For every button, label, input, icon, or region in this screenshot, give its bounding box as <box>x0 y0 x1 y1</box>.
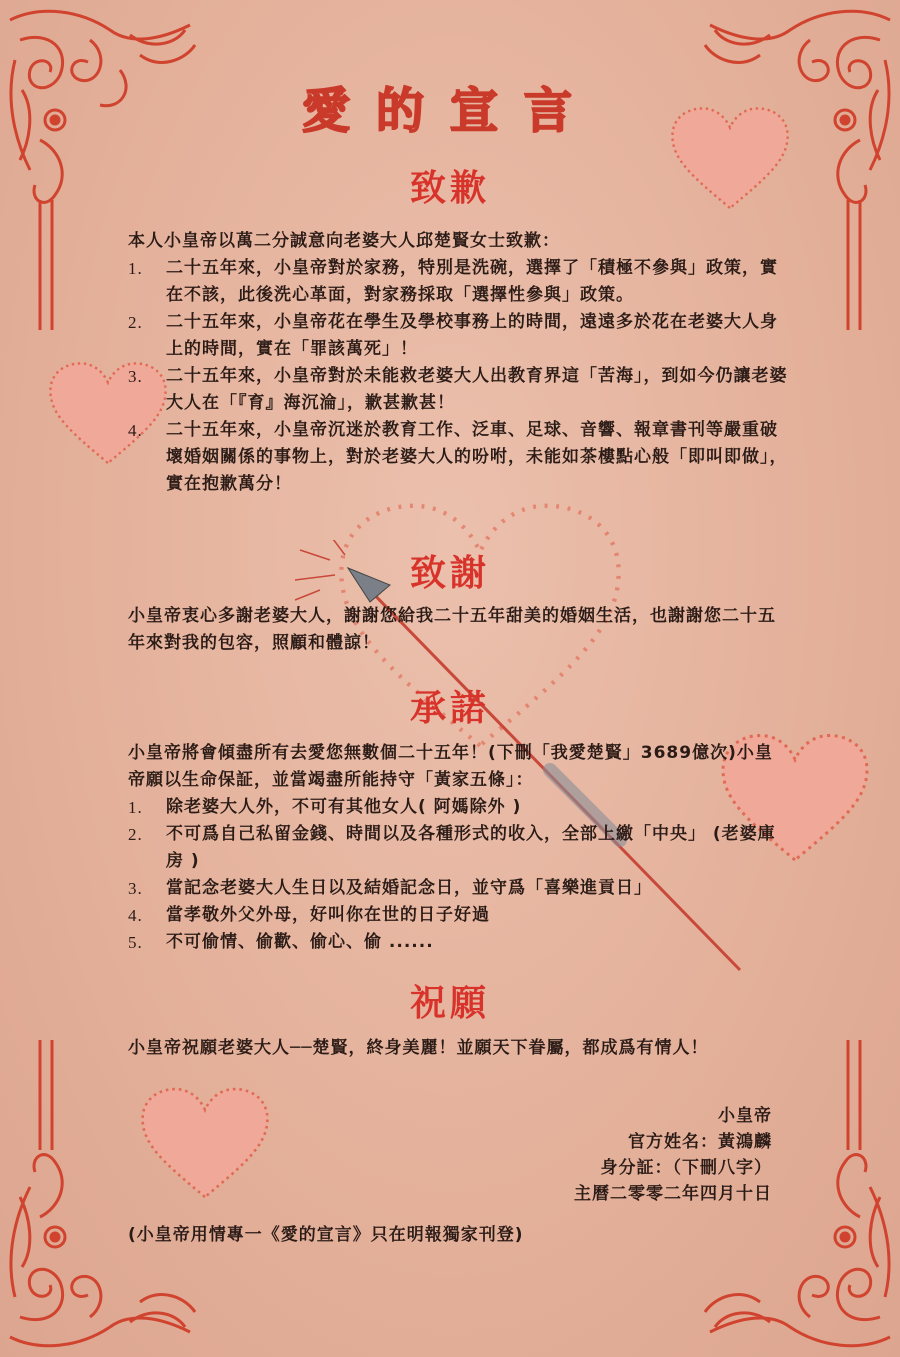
footnote: (小皇帝用情專一《愛的宣言》只在明報獨家刊登) <box>128 1225 524 1245</box>
promise-heading: 承諾 <box>409 687 490 729</box>
wish-text: 小皇帝祝願老婆大人──楚賢，終身美麗！並願天下眷屬，都成爲有情人！ <box>128 1038 709 1058</box>
list-item: 4. 當孝敬外父外母，好叫你在世的日子好過 <box>128 905 490 925</box>
thanks-text: 小皇帝衷心多謝老婆大人，謝謝您給我二十五年甜美的婚姻生活，也謝謝您二十五年來對我的包容，照顧和體諒！ <box>128 606 776 653</box>
list-item: 1. 除老婆大人外，不可有其他女人( 阿媽除外 ) <box>128 797 522 817</box>
signature-name: 小皇帝 <box>718 1106 772 1126</box>
list-item: 2. 二十五年來，小皇帝花在學生及學校事務上的時間，遠遠多於花在老婆大人身上的時間，實在「罪該萬死」！ <box>128 312 778 359</box>
list-item: 2. 不可爲自己私留金錢、時間以及各種形式的收入，全部上繳「中央」 (老婆庫房 ) <box>128 824 776 871</box>
apology-intro: 本人小皇帝以萬二分誠意向老婆大人邱楚賢女士致歉： <box>128 231 560 251</box>
side-ornament-left-bottom <box>34 1040 58 1150</box>
wish-heading: 祝願 <box>409 982 490 1024</box>
list-item: 1. 二十五年來，小皇帝對於家務，特別是洗碗，選擇了「積極不參與」政策，實在不該，此後洗心革面，對家務採取「選擇性參與」政策。 <box>128 258 778 305</box>
promise-intro: 小皇帝將會傾盡所有去愛您無數個二十五年！(下刪「我愛楚賢」3689億次)小皇帝願以生命保証，並當竭盡所能持守「黃家五條」： <box>128 743 773 790</box>
apology-heading: 致歉 <box>409 167 490 209</box>
list-item: 5. 不可偷情、偷歡、偷心、偷 ...... <box>128 932 434 952</box>
list-item: 3. 二十五年來，小皇帝對於未能救老婆大人出教育界這「苦海」，到如今仍讓老婆大人在「『育』海沉淪」，歉甚歉甚！ <box>128 366 788 413</box>
signature-id-card: 身分証：（下刪八字） <box>600 1158 772 1178</box>
page-title: 愛的宣言 <box>301 83 598 139</box>
side-ornament-right-top <box>842 200 866 330</box>
apology-list <box>128 255 788 498</box>
signature-official-name: 官方姓名：黃鴻麟 <box>628 1132 772 1152</box>
side-ornament-left-top <box>34 200 58 330</box>
thanks-heading: 致謝 <box>409 552 490 594</box>
side-ornament-right-bottom <box>842 1040 866 1150</box>
heart-icon <box>140 1085 270 1205</box>
list-item: 3. 當記念老婆大人生日以及結婚記念日，並守爲「喜樂進貢日」 <box>128 878 652 898</box>
list-item: 4. 二十五年來，小皇帝沉迷於教育工作、泛車、足球、音響、報章書刊等嚴重破壞婚姻關係的事物上，對於老婆大人的吩咐，未能如茶樓點心般「即叫即做」，實在抱歉萬分！ <box>128 420 788 494</box>
promise-list <box>128 794 788 956</box>
signature-date: 主曆二零零二年四月十日 <box>574 1184 772 1204</box>
